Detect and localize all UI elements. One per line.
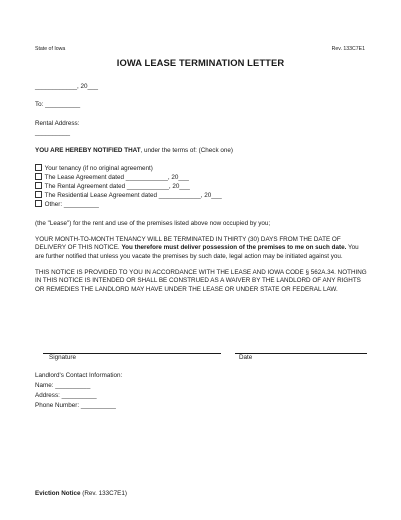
option-residential-lease: The Residential Lease Agreement dated ____________, 20___	[35, 191, 222, 200]
date-label: Date	[239, 354, 253, 361]
to-line: To: __________	[35, 101, 81, 108]
document-title: IOWA LEASE TERMINATION LETTER	[116, 57, 285, 68]
notified-bold: YOU ARE HEREBY NOTIFIED THAT	[35, 147, 141, 154]
checkbox	[35, 200, 42, 207]
contact-phone: Phone Number: __________	[35, 402, 116, 409]
revision-label: Rev. 133C7E1	[331, 46, 365, 52]
checkbox	[35, 182, 42, 189]
date-line: ____________, 20___	[35, 83, 99, 90]
option-tenancy: Your tenancy (if no original agreement)	[35, 164, 153, 173]
contact-address: Address: __________	[35, 392, 97, 399]
rental-address-blank: __________	[35, 129, 71, 136]
contact-heading: Landlord's Contact Information:	[35, 372, 123, 379]
notice-paragraph: THIS NOTICE IS PROVIDED TO YOU IN ACCORDANCE WITH THE LEASE AND IOWA CODE § 562A.34. NOTHING IN THIS NOTICE IS INTENDED OR SHALL BE CONSTRUED AS A WAIVER BY THE LANDLORD OF ANY RIGHTS OR REMEDIES THE LANDLORD MAY HAVE UNDER THE LEASE OR UNDER STATE OR FEDERAL LAW.	[35, 269, 367, 293]
signature-label: Signature	[49, 354, 76, 361]
option-lease-agreement: The Lease Agreement dated ____________, 20___	[35, 173, 189, 182]
checkbox	[35, 173, 42, 180]
lease-paragraph: (the "Lease") for the rent and use of the premises listed above now occupied by you;	[35, 220, 271, 227]
checkbox	[35, 164, 42, 171]
date-signature-line	[235, 353, 367, 354]
notified-line	[35, 147, 233, 155]
checkbox	[35, 191, 42, 198]
option-other: Other: __________	[35, 200, 99, 209]
option-rental-agreement: The Rental Agreement dated ____________, 20___	[35, 182, 190, 191]
footer-label: Eviction Notice (Rev. 133C7E1)	[35, 490, 127, 497]
contact-name: Name: __________	[35, 382, 91, 389]
state-label: State of Iowa	[35, 46, 66, 52]
tenancy-paragraph: YOUR MONTH-TO-MONTH TENANCY WILL BE TERMINATED IN THIRTY (30) DAYS FROM THE DATE OF DELIVERY OF THIS NOTICE. You therefore must deliver possession of the premises to me on such date. You are further notified that unless you vacate the premises by such date, legal action may be initiated against you.	[35, 236, 359, 260]
rental-address-label: Rental Address:	[35, 120, 80, 127]
notified-rest: , under the terms of: (Check one)	[140, 147, 233, 154]
